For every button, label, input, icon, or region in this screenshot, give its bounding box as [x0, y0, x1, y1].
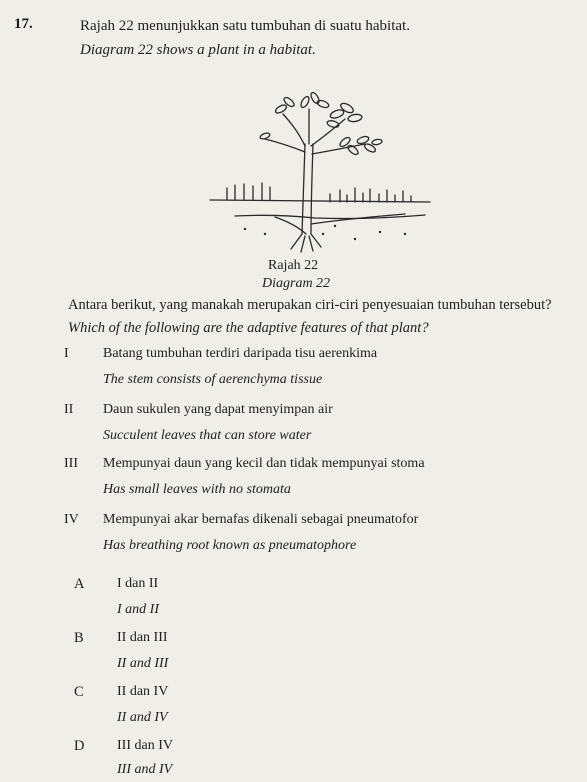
roots — [275, 214, 405, 252]
diagram-caption-english: Diagram 22 — [262, 276, 331, 291]
plant-diagram — [205, 84, 435, 259]
statement-3-number: III — [64, 456, 78, 471]
question-stem-english: Diagram 22 shows a plant in a habitat. — [80, 42, 316, 58]
answer-a-malay: I dan II — [117, 576, 159, 591]
answer-d-english: III and IV — [117, 762, 173, 777]
prompt-malay: Antara berikut, yang manakah merupakan ciri-ciri penyesuaian tumbuhan tersebut? — [68, 297, 552, 313]
pneumatophore-right — [330, 188, 411, 202]
water-surface-line — [210, 200, 430, 202]
answer-c-english: II and IV — [117, 710, 168, 725]
pneumatophore-left — [227, 183, 270, 200]
trunk — [302, 144, 313, 234]
statement-4-malay: Mempunyai akar bernafas dikenali sebagai pneumatofor — [103, 512, 419, 527]
statement-3-english: Has small leaves with no stomata — [103, 482, 291, 497]
answer-d-letter[interactable]: D — [74, 738, 85, 754]
answer-c-malay: II dan IV — [117, 684, 169, 699]
leaves — [259, 91, 382, 156]
statement-1-english: The stem consists of aerenchyma tissue — [103, 372, 323, 387]
ground-line — [235, 215, 425, 219]
statement-4-english: Has breathing root known as pneumatophore — [103, 538, 357, 553]
statement-1-malay: Batang tumbuhan terdiri daripada tisu aerenkima — [103, 346, 378, 361]
diagram-caption-malay: Rajah 22 — [268, 258, 319, 273]
statement-4-number: IV — [64, 512, 79, 527]
prompt-english: Which of the following are the adaptive features of that plant? — [68, 320, 429, 336]
answer-b-english: II and III — [117, 656, 169, 671]
question-number: 17. — [14, 16, 33, 32]
answer-b-malay: II dan III — [117, 630, 168, 645]
statement-1-number: I — [64, 346, 69, 361]
answer-a-letter[interactable]: A — [74, 576, 85, 592]
mud-dots — [244, 225, 406, 240]
statement-2-malay: Daun sukulen yang dapat menyimpan air — [103, 402, 333, 417]
answer-d-malay: III dan IV — [117, 738, 173, 753]
answer-c-letter[interactable]: C — [74, 684, 84, 700]
question-stem-malay: Rajah 22 menunjukkan satu tumbuhan di suatu habitat. — [80, 18, 410, 34]
answer-b-letter[interactable]: B — [74, 630, 84, 646]
statement-2-english: Succulent leaves that can store water — [103, 428, 312, 443]
answer-a-english: I and II — [117, 602, 159, 617]
statement-3-malay: Mempunyai daun yang kecil dan tidak mempunyai stoma — [103, 456, 425, 471]
statement-2-number: II — [64, 402, 74, 417]
